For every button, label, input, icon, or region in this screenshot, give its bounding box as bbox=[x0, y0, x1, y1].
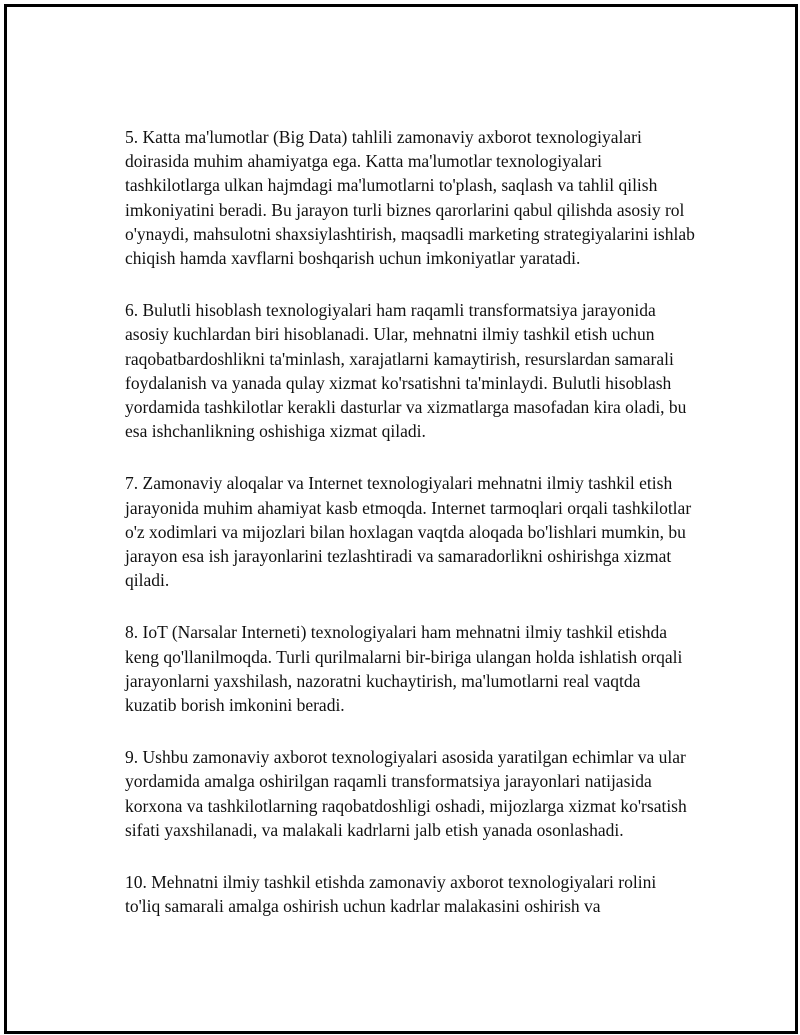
paragraph-9-solutions: 9. Ushbu zamonaviy axborot texnologiyalari asosida yaratilgan echimlar va ular yordamida amalga oshirilgan raqamli transformatsiya jarayonlari natijasida korxona va tashkilotlarning raqobatdoshligi oshadi, mijozlarga xizmat ko'rsatish sifati yaxshilanadi, va malakali kadrlarni jalb etish yanada osonlashadi. bbox=[125, 747, 687, 840]
paragraph-10-staff-skills: 10. Mehnatni ilmiy tashkil etishda zamonaviy axborot texnologiyalari rolini to'liq samarali amalga oshirish uchun kadrlar malakasini oshirish va bbox=[125, 872, 657, 917]
paragraph-8-iot: 8. IoT (Narsalar Interneti) texnologiyalari ham mehnatni ilmiy tashkil etishda keng qo'llanilmoqda. Turli qurilmalarni bir-biriga ulangan holda ishlatish orqali jarayonlarni yaxshilash, nazoratni kuchaytirish, ma'lumotlarni real vaqtda kuzatib borish imkonini beradi. bbox=[125, 622, 683, 716]
paragraph-7-internet: 7. Zamonaviy aloqalar va Internet texnologiyalari mehnatni ilmiy tashkil etish jarayonida muhim ahamiyat kasb etmoqda. Internet tarmoqlari orqali tashkilotlar o'z xodimlari va mijozlari bilan hoxlagan vaqtda aloqada bo'lishlari mumkin, bu jarayon esa ish jarayonlarini tezlashtiradi va samaradorlikni oshirishga xizmat qiladi. bbox=[125, 473, 692, 591]
document-body bbox=[125, 125, 695, 946]
page-border bbox=[4, 4, 798, 1034]
paragraph-6-cloud-computing: 6. Bulutli hisoblash texnologiyalari ham raqamli transformatsiya jarayonida asosiy kuchlardan biri hisoblanadi. Ular, mehnatni ilmiy tashkil etish uchun raqobatbardoshlikni ta'minlash, xarajatlarni kamaytirish, resurslardan samarali foydalanish va yanada qulay xizmat ko'rsatishni ta'minlaydi. Bulutli hisoblash yordamida tashkilotlar kerakli dasturlar va xizmatlarga masofadan kira oladi, bu esa ishchanlikning oshishiga xizmat qiladi. bbox=[125, 300, 687, 442]
paragraph-5-big-data: 5. Katta ma'lumotlar (Big Data) tahlili zamonaviy axborot texnologiyalari doirasida muhim ahamiyatga ega. Katta ma'lumotlar texnologiyalari tashkilotlarga ulkan hajmdagi ma'lumotlarni to'plash, saqlash va tahlil qilish imkoniyatini beradi. Bu jarayon turli biznes qarorlarini qabul qilishda asosiy rol o'ynaydi, mahsulotni shaxsiylashtirish, maqsadli marketing strategiyalarini ishlab chiqish hamda xavflarni boshqarish uchun imkoniyatlar yaratadi. bbox=[125, 127, 695, 269]
